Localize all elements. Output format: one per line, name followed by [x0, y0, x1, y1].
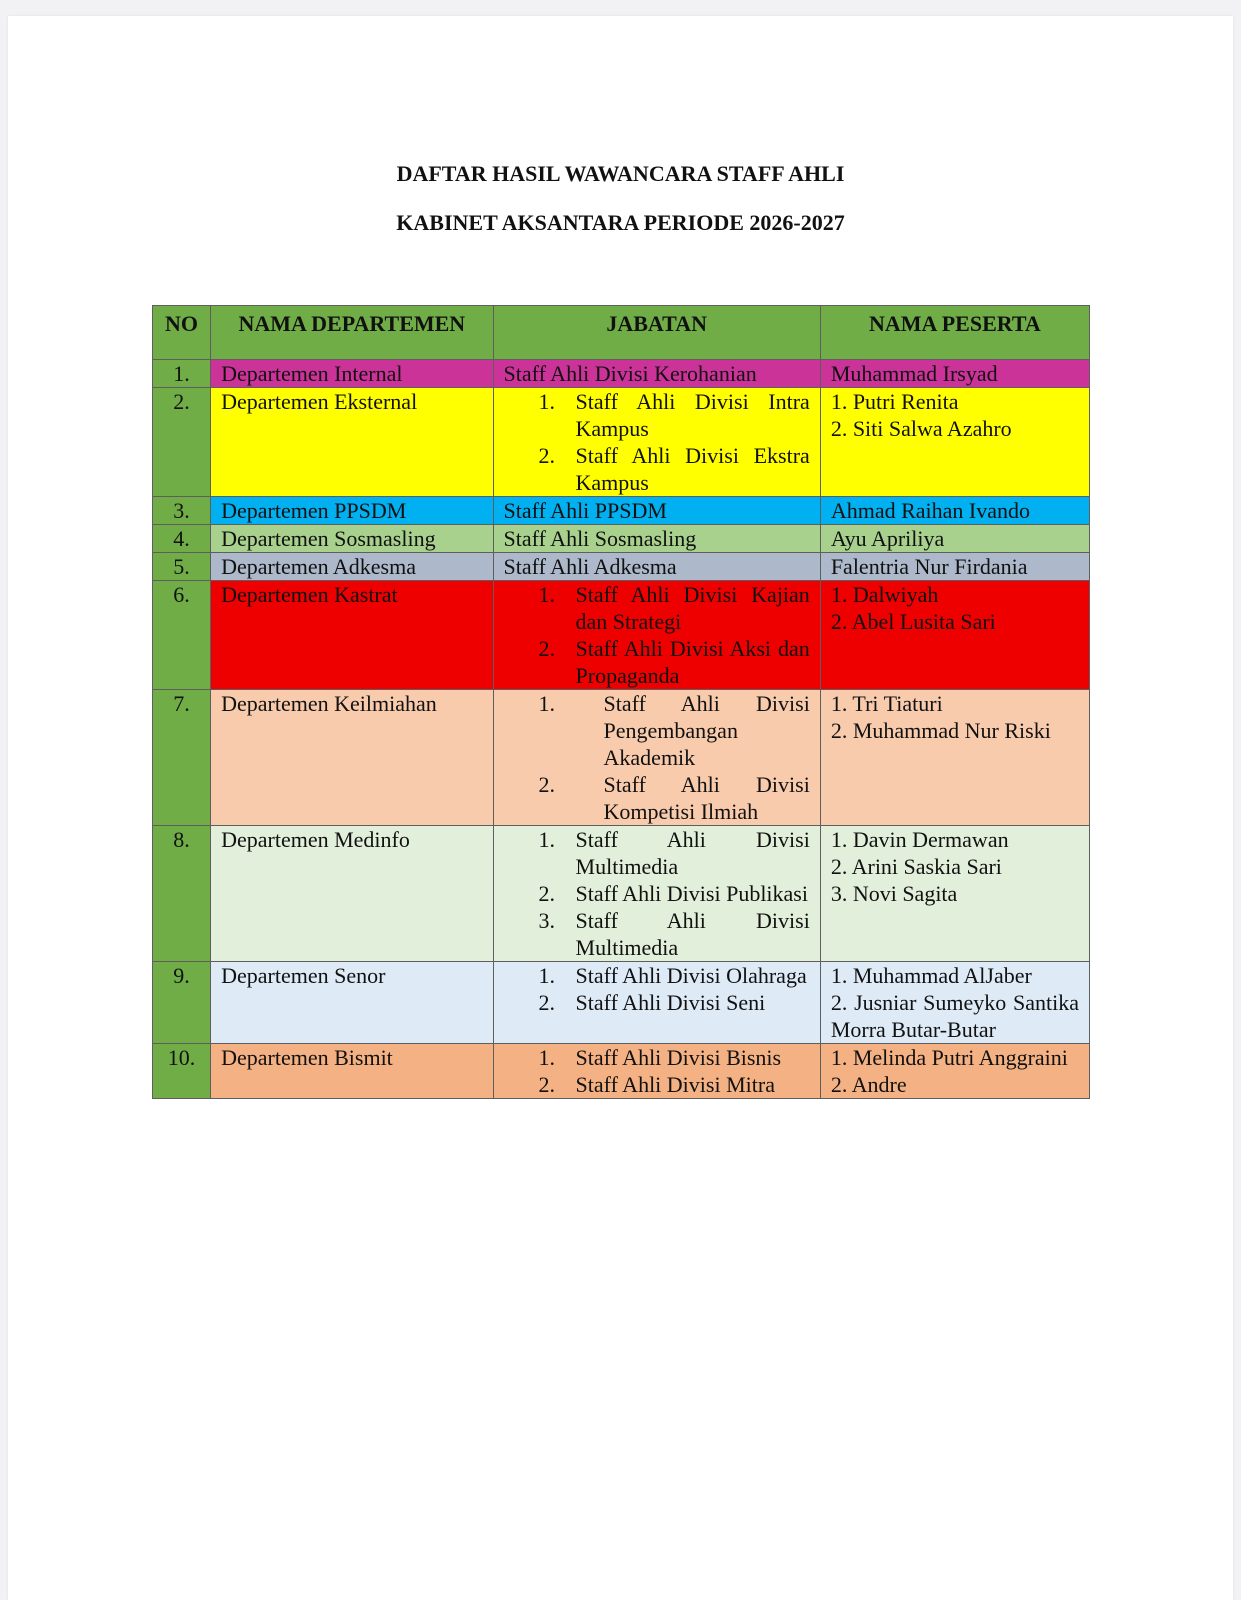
position-cell	[493, 1044, 820, 1099]
row-number: 10.	[153, 1044, 211, 1099]
department-name: Departemen Bismit	[211, 1044, 493, 1099]
position-item: 2. Staff Ahli Divisi Seni	[538, 990, 766, 1015]
position-item: 2. Staff Ahli Divisi Publikasi	[538, 881, 808, 906]
position-item: 2. Staff Ahli Divisi Ekstra Kampus	[538, 443, 810, 495]
header-jabatan: JABATAN	[493, 306, 820, 360]
department-name: Departemen Adkesma	[211, 553, 493, 581]
table-row	[153, 962, 1090, 1044]
table-row	[153, 553, 1090, 581]
participant-item: 1. Melinda Putri Anggraini	[830, 1045, 1068, 1070]
row-number: 3.	[153, 497, 211, 525]
participant-cell	[820, 388, 1089, 497]
row-number: 6.	[153, 581, 211, 690]
participant-cell	[820, 962, 1089, 1044]
position-item: 1. Staff Ahli Divisi Intra Kampus	[538, 389, 810, 441]
position-item: 1. Staff Ahli Divisi Bisnis	[538, 1045, 782, 1070]
department-name: Departemen Kastrat	[211, 581, 493, 690]
table-row	[153, 360, 1090, 388]
table-row	[153, 1044, 1090, 1099]
row-number: 4.	[153, 525, 211, 553]
document-title: DAFTAR HASIL WAWANCARA STAFF AHLI	[396, 161, 845, 186]
position-cell	[493, 388, 820, 497]
participant-item: 2. Muhammad Nur Riski	[830, 718, 1051, 743]
header-peserta: NAMA PESERTA	[820, 306, 1089, 360]
participant-item: 1. Dalwiyah	[830, 582, 939, 607]
table-row	[153, 525, 1090, 553]
row-number: 8.	[153, 826, 211, 962]
participant-cell: Ayu Apriliya	[820, 525, 1089, 553]
row-number: 1.	[153, 360, 211, 388]
table-row	[153, 388, 1090, 497]
header-no: NO	[153, 306, 211, 360]
position-item: 1. Staff Ahli Divisi Pengembangan Akademik	[538, 691, 810, 770]
table-row	[153, 581, 1090, 690]
position-item: 1. Staff Ahli Divisi Multimedia	[538, 827, 810, 879]
participant-item: 1. Muhammad AlJaber	[830, 963, 1032, 988]
position-cell	[493, 581, 820, 690]
department-name: Departemen Senor	[211, 962, 493, 1044]
position-cell: Staff Ahli Divisi Kerohanian	[493, 360, 820, 388]
position-cell	[493, 826, 820, 962]
participant-item: 3. Novi Sagita	[830, 881, 958, 906]
participant-item: 2. Andre	[830, 1072, 907, 1097]
department-name: Departemen Eksternal	[211, 388, 493, 497]
row-number: 9.	[153, 962, 211, 1044]
department-name: Departemen Internal	[211, 360, 493, 388]
department-name: Departemen PPSDM	[211, 497, 493, 525]
participant-item: 2. Abel Lusita Sari	[830, 609, 996, 634]
position-item: 2. Staff Ahli Divisi Aksi dan Propaganda	[538, 636, 810, 688]
participant-cell	[820, 826, 1089, 962]
participant-item: 2. Jusniar Sumeyko Santika Morra Butar-Butar	[830, 990, 1079, 1042]
department-name: Departemen Sosmasling	[211, 525, 493, 553]
row-number: 7.	[153, 690, 211, 826]
position-cell	[493, 690, 820, 826]
position-item: 2. Staff Ahli Divisi Mitra	[538, 1072, 775, 1097]
header-departemen: NAMA DEPARTEMEN	[211, 306, 493, 360]
position-cell: Staff Ahli Sosmasling	[493, 525, 820, 553]
participant-cell	[820, 1044, 1089, 1099]
department-name: Departemen Keilmiahan	[211, 690, 493, 826]
department-name: Departemen Medinfo	[211, 826, 493, 962]
row-number: 5.	[153, 553, 211, 581]
interview-results-table	[152, 305, 1090, 1099]
participant-item: 1. Tri Tiaturi	[830, 691, 943, 716]
participant-item: 1. Putri Renita	[830, 389, 959, 414]
table-row	[153, 690, 1090, 826]
position-cell: Staff Ahli Adkesma	[493, 553, 820, 581]
participant-cell: Falentria Nur Firdania	[820, 553, 1089, 581]
position-cell	[493, 962, 820, 1044]
participant-item: 2. Arini Saskia Sari	[830, 854, 1002, 879]
row-number: 2.	[153, 388, 211, 497]
participant-item: 1. Davin Dermawan	[830, 827, 1009, 852]
participant-cell	[820, 581, 1089, 690]
participant-cell: Muhammad Irsyad	[820, 360, 1089, 388]
position-item: 1. Staff Ahli Divisi Kajian dan Strategi	[538, 582, 810, 634]
participant-item: 2. Siti Salwa Azahro	[830, 416, 1012, 441]
table-header-row	[153, 306, 1090, 360]
participant-cell	[820, 690, 1089, 826]
position-cell: Staff Ahli PPSDM	[493, 497, 820, 525]
position-item: 1. Staff Ahli Divisi Olahraga	[538, 963, 807, 988]
position-item: 2. Staff Ahli Divisi Kompetisi Ilmiah	[538, 772, 810, 824]
position-item: 3. Staff Ahli Divisi Multimedia	[538, 908, 810, 960]
table-row	[153, 497, 1090, 525]
table-row	[153, 826, 1090, 962]
document-subtitle: KABINET AKSANTARA PERIODE 2026-2027	[396, 210, 845, 235]
participant-cell: Ahmad Raihan Ivando	[820, 497, 1089, 525]
